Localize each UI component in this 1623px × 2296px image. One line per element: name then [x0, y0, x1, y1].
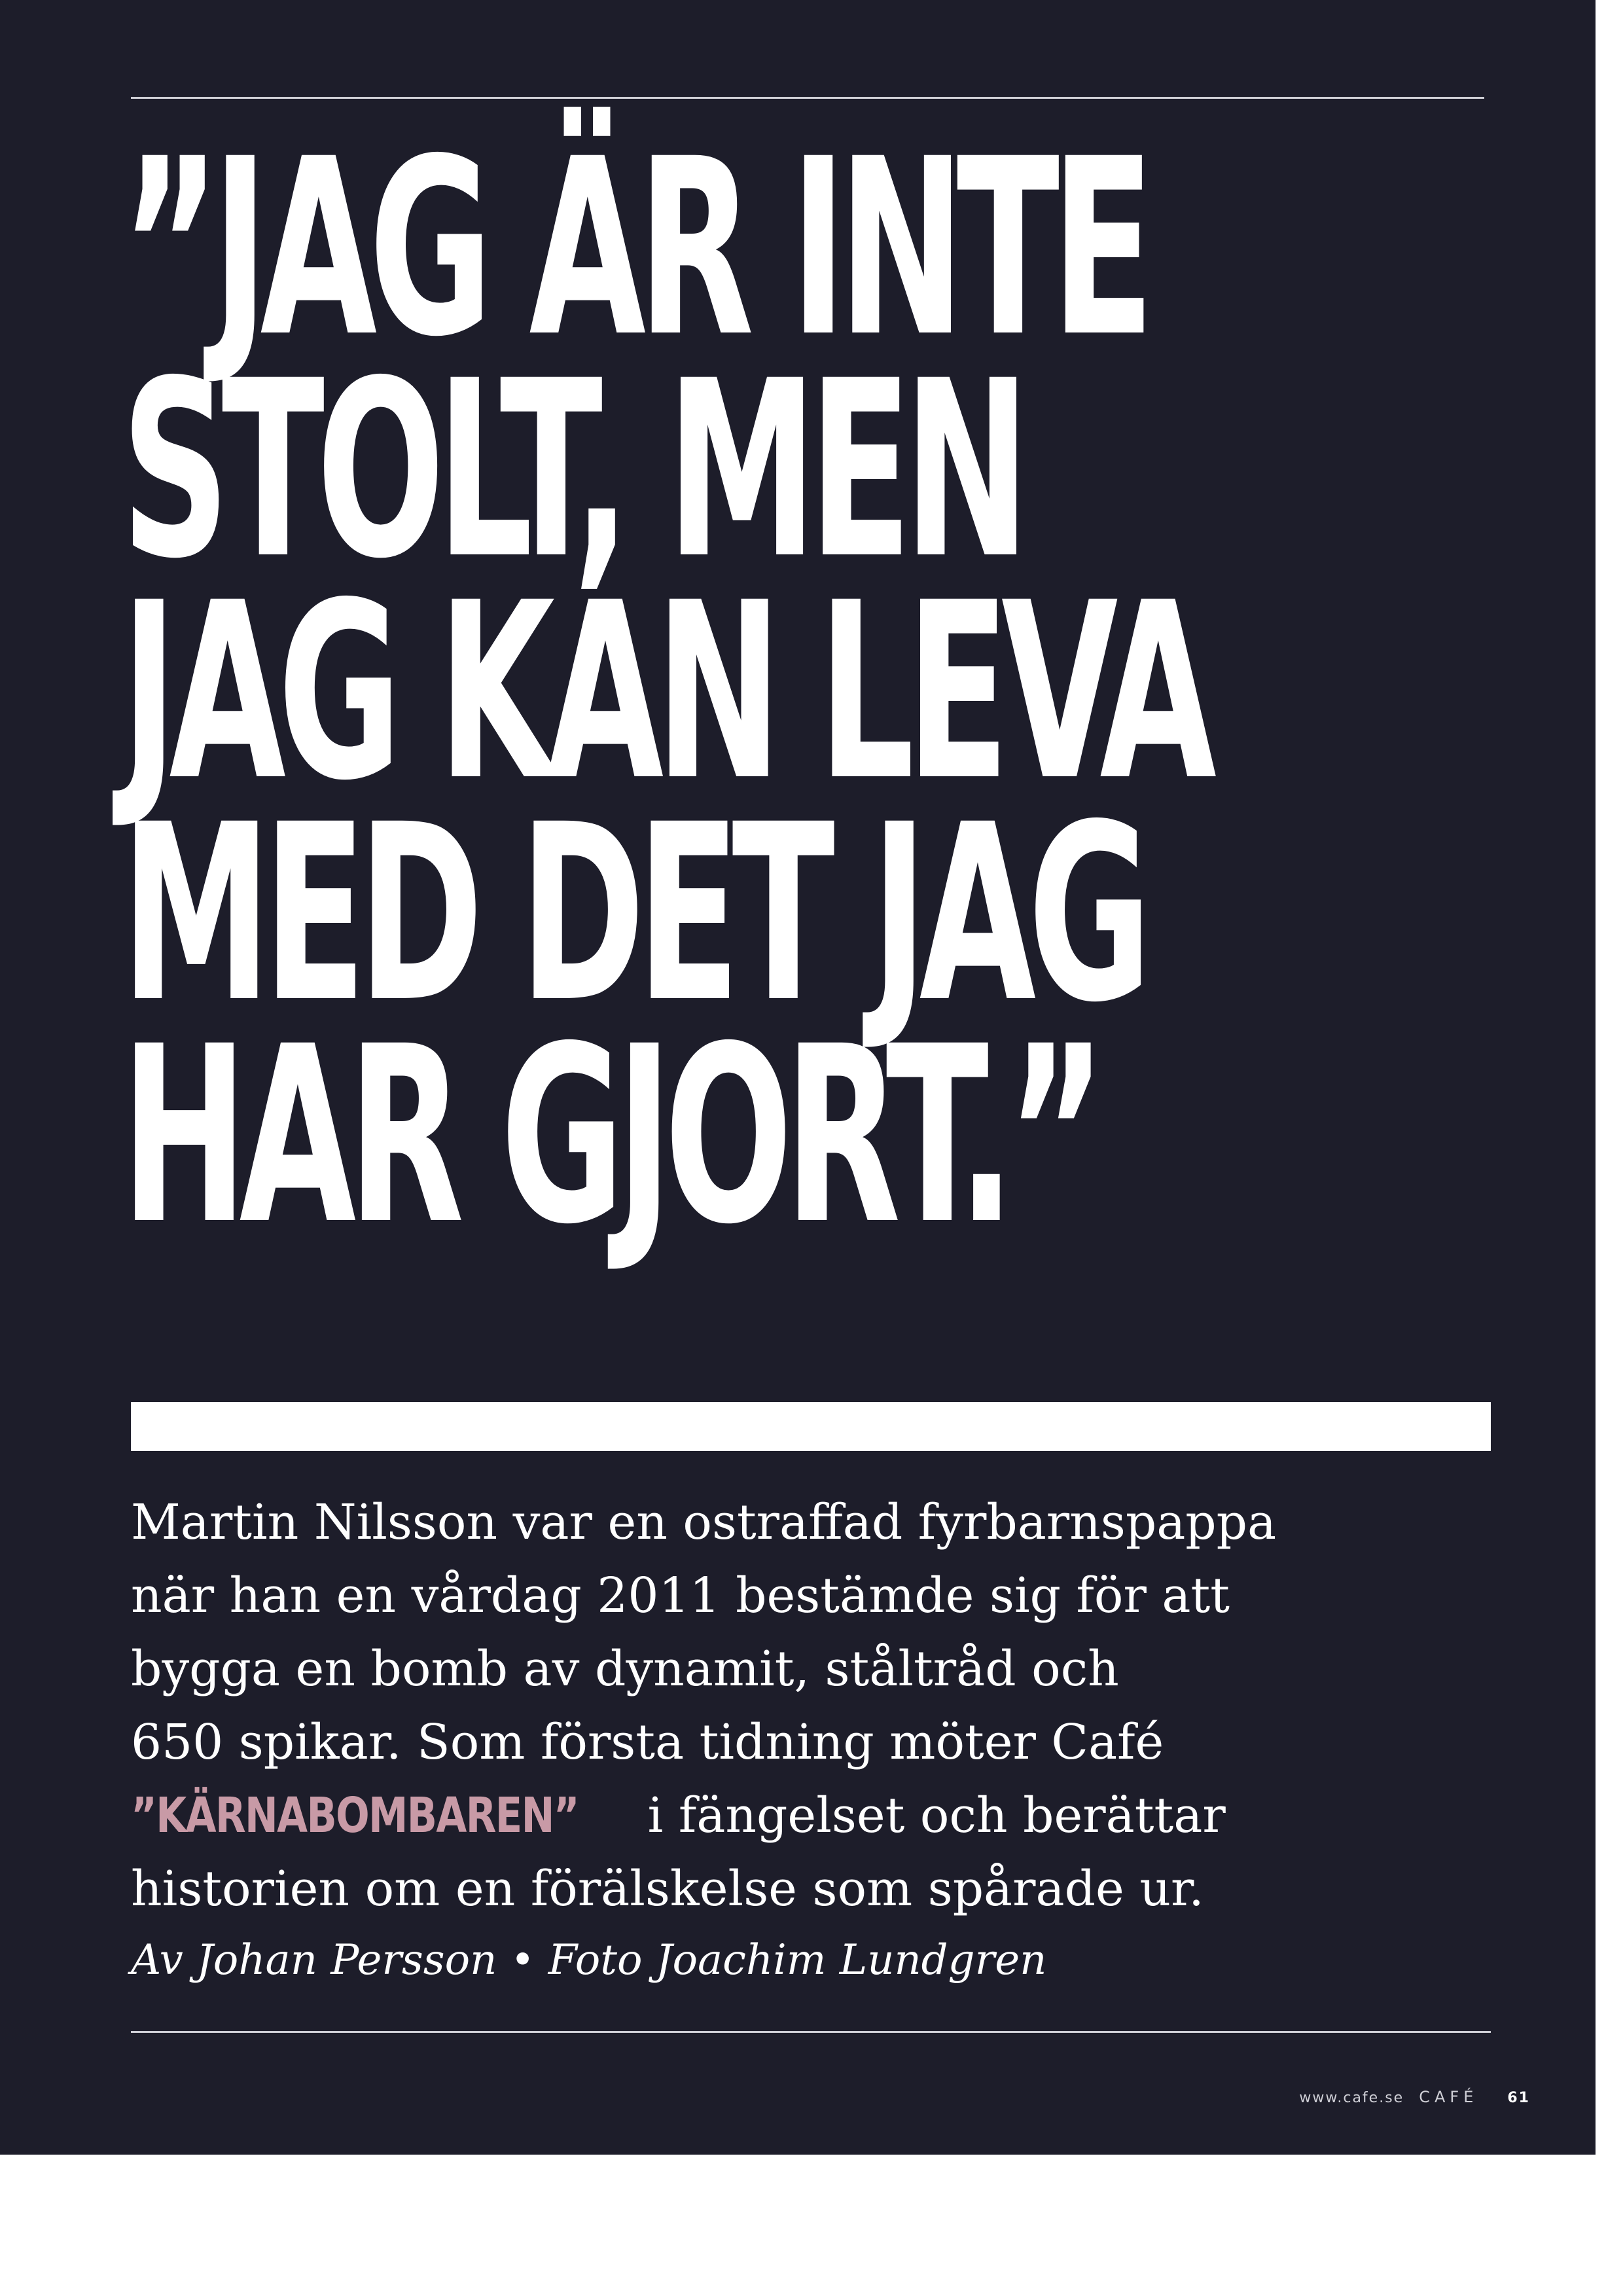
- intro-line-2: när han en vårdag 2011 bestämde sig för att: [131, 1568, 1230, 1624]
- divider-bar: [131, 1402, 1491, 1451]
- page-footer: [1299, 2088, 1530, 2106]
- page-number: 61: [1507, 2090, 1530, 2106]
- intro-line-4: 650 spikar. Som första tidning möter Café: [131, 1714, 1164, 1770]
- intro-line-1: Martin Nilsson var en ostraffad fyrbarnspappa: [131, 1494, 1277, 1551]
- intro-paragraph: [131, 1486, 1472, 1926]
- quote-line-2: STOLT, MEN: [121, 329, 1022, 612]
- pull-quote-headline: [121, 107, 1209, 1278]
- footer-url: www.cafe.se: [1299, 2090, 1404, 2106]
- footer-magazine-name: CAFÉ: [1419, 2088, 1478, 2106]
- quote-line-4: MED DET JAG: [121, 772, 1144, 1056]
- quote-line-5: HAR GJORT.”: [121, 994, 1098, 1278]
- nickname-highlight: ”KÄRNABOMBAREN”: [131, 1787, 579, 1844]
- intro-line-5: [131, 1779, 1472, 1852]
- byline-author: Av Johan Persson: [131, 1936, 497, 1984]
- byline-photo: Foto Joachim Lundgren: [548, 1936, 1047, 1984]
- intro-line-6: historien om en förälskelse som spårade ur.: [131, 1861, 1204, 1917]
- top-rule: [131, 97, 1484, 99]
- intro-line-3: bygga en bomb av dynamit, ståltråd och: [131, 1641, 1119, 1697]
- byline: [131, 1936, 1046, 1984]
- intro-line-5-rest: i fängelset och berättar: [632, 1787, 1226, 1844]
- byline-separator: •: [510, 1936, 535, 1984]
- quote-line-3: JAG KAN LEVA: [121, 550, 1209, 834]
- bottom-rule: [131, 2031, 1491, 2033]
- quote-line-1: ”JAG ÄR INTE: [121, 107, 1147, 390]
